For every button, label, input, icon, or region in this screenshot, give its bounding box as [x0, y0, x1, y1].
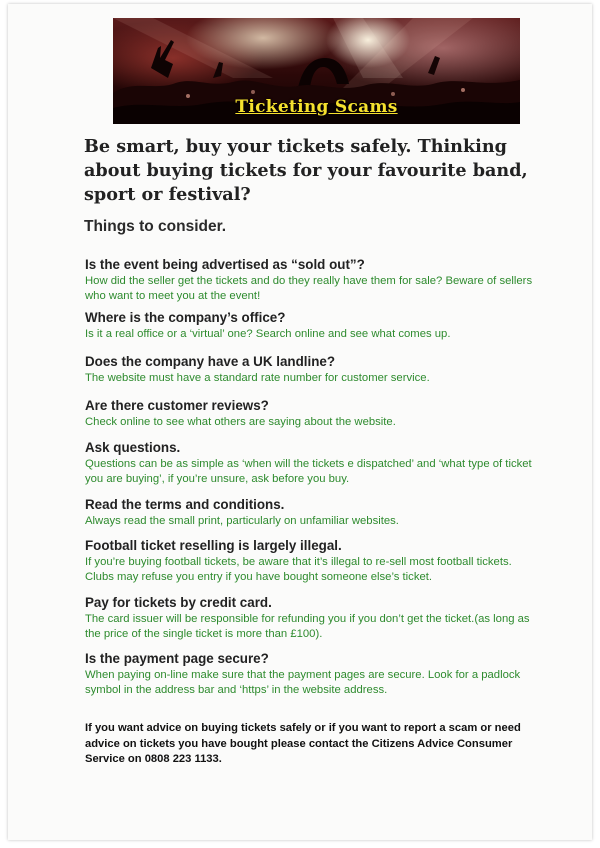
tip-body: Is it a real office or a ‘virtual’ one? Search online and see what comes up. — [85, 328, 451, 340]
tip-body: The card issuer will be responsible for refunding you if you don’t get the ticket.(as long as the price of the single ticket is more than £100). — [85, 613, 530, 640]
tip-body: Questions can be as simple as ‘when will the tickets e dispatched’ and ‘what type of ticket you are buying’, if you’re unsure, ask before you buy. — [85, 458, 532, 485]
tip-body: The website must have a standard rate number for customer service. — [85, 372, 430, 384]
poster-page — [8, 4, 592, 840]
tip-heading: Ask questions. — [85, 440, 181, 455]
tip-body: If you’re buying football tickets, be aware that it’s illegal to re-sell most football tickets. Clubs may refuse you entry if you have bought someone else’s ticket. — [85, 556, 512, 583]
tip-terms-conditions — [85, 497, 535, 529]
tip-heading: Football ticket reselling is largely illegal. — [85, 538, 342, 553]
tip-company-office — [85, 310, 535, 342]
banner-title: Ticketing Scams — [235, 97, 398, 117]
tip-heading: Where is the company’s office? — [85, 310, 286, 325]
tip-heading: Read the terms and conditions. — [85, 497, 285, 512]
tip-customer-reviews — [85, 398, 535, 430]
banner-image — [113, 18, 520, 124]
tip-sold-out — [85, 257, 535, 304]
tip-heading: Does the company have a UK landline? — [85, 354, 336, 369]
tip-body: Always read the small print, particularly on unfamiliar websites. — [85, 515, 399, 527]
section-heading: Things to consider. — [84, 218, 227, 235]
contact-footer: If you want advice on buying tickets safely or if you want to report a scam or need advice on tickets you have bought please contact the Citizens Advice Consumer Service on 0808 223 1133. — [85, 722, 521, 765]
tip-body: How did the seller get the tickets and do they really have them for sale? Beware of sellers who want to meet you at the event! — [85, 275, 533, 302]
tip-credit-card — [85, 595, 535, 642]
tip-heading: Are there customer reviews? — [85, 398, 269, 413]
tip-heading: Is the event being advertised as “sold out”? — [85, 257, 365, 272]
tip-ask-questions — [85, 440, 535, 487]
page-headline: Be smart, buy your tickets safely. Thinking about buying tickets for your favourite band, sport or festival? — [84, 136, 528, 205]
tip-secure-payment — [85, 651, 535, 698]
tip-heading: Pay for tickets by credit card. — [85, 595, 272, 610]
tip-body: Check online to see what others are saying about the website. — [85, 416, 396, 428]
tip-uk-landline — [85, 354, 535, 386]
tip-football-reselling — [85, 538, 535, 585]
tip-body: When paying on-line make sure that the payment pages are secure. Look for a padlock symbol in the address bar and ‘https’ in the website address. — [85, 669, 521, 696]
tip-heading: Is the payment page secure? — [85, 651, 269, 666]
